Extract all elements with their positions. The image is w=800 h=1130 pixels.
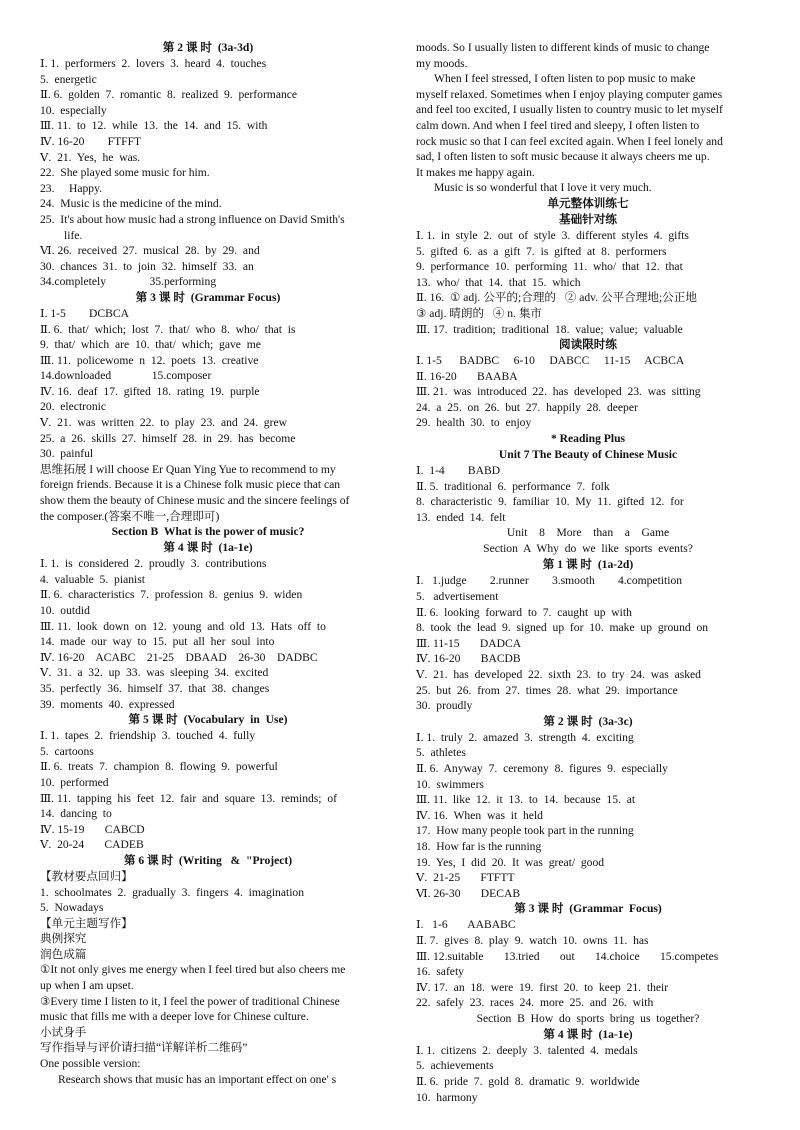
section-heading: 第 2 课 时 (3a-3d) bbox=[162, 41, 254, 54]
answer-line: Ⅴ. 21. was written 22. to play 23. and 24. grew bbox=[40, 416, 287, 430]
continuation-line: life. bbox=[64, 228, 83, 242]
section-heading: * Reading Plus bbox=[550, 432, 626, 446]
answer-line: 5. energetic bbox=[40, 72, 97, 86]
answer-line: 8. characteristic 9. familiar 10. My 11. gifted 12. for bbox=[416, 495, 684, 509]
answer-line: 13. who/ that 14. that 15. which bbox=[416, 275, 581, 289]
section-heading: 阅读限时练 bbox=[559, 338, 617, 352]
answer-line: 【教材要点回归】 bbox=[40, 869, 133, 883]
answer-line: 写作指导与评价请扫描“详解详析二维码” bbox=[40, 1041, 248, 1055]
answer-line: Ⅵ. 26. received 27. musical 28. by 29. and bbox=[40, 244, 260, 258]
answer-line: myself relaxed. Sometimes when I enjoy playing computer games bbox=[416, 87, 723, 101]
answer-line: Ⅴ. 31. a 32. up 33. was sleeping 34. excited bbox=[40, 666, 269, 680]
answer-line: Ⅰ. 1. in style 2. out of style 3. different styles 4. gifts bbox=[416, 228, 689, 242]
answer-line: 35. perfectly 36. himself 37. that 38. changes bbox=[40, 681, 270, 695]
answer-line: Ⅱ. 7. gives 8. play 9. watch 10. owns 11. has bbox=[416, 933, 649, 947]
section-heading: 第 4 课 时 (1a-1e) bbox=[163, 541, 253, 555]
answer-line: 24. a 25. on 26. but 27. happily 28. deeper bbox=[416, 400, 638, 414]
answer-line: 25. a 26. skills 27. himself 28. in 29. has become bbox=[40, 431, 296, 445]
answer-line: Ⅱ. 6. that/ which; lost 7. that/ who 8. who/ that is bbox=[40, 322, 296, 336]
section-heading: 第 3 课 时 (Grammar Focus) bbox=[135, 290, 281, 304]
answer-line: 10. harmony bbox=[416, 1090, 478, 1104]
answer-line: Ⅲ. 21. was introduced 22. has developed 23. was sitting bbox=[416, 385, 701, 399]
answer-line: 25. but 26. from 27. times 28. what 29. importance bbox=[416, 683, 678, 697]
answer-line: up when I am upset. bbox=[40, 979, 134, 993]
answer-line: Ⅱ. 6. treats 7. champion 8. flowing 9. powerful bbox=[40, 760, 278, 774]
paragraph-line: Research shows that music has an important effect on one' s bbox=[58, 1072, 337, 1086]
section-heading: 第 5 课 时 (Vocabulary in Use) bbox=[128, 713, 288, 727]
answer-line: 29. health 30. to enjoy bbox=[416, 416, 532, 430]
answer-line: 10. performed bbox=[40, 775, 109, 789]
answer-line: 润色成篇 bbox=[40, 947, 87, 961]
answer-line: Ⅴ. 21-25 FTFTT bbox=[416, 871, 515, 885]
unit-heading: Unit 8 More than a Game bbox=[506, 526, 670, 540]
answer-line: foreign friends. Because it is a Chinese folk music piece that can bbox=[40, 478, 341, 492]
answer-line: Ⅴ. 21. Yes, he was. bbox=[40, 150, 141, 164]
answer-line: my moods. bbox=[416, 56, 468, 70]
answer-line: Ⅰ. 1-5 DCBCA bbox=[40, 306, 129, 320]
answer-line: sad, I often listen to soft music because it always cheers me up. bbox=[416, 150, 710, 164]
section-heading: 第 1 课 时 (1a-2d) bbox=[542, 558, 634, 572]
answer-line: 5. Nowadays bbox=[40, 901, 104, 915]
left-column bbox=[40, 40, 376, 1087]
answer-line: calm down. And when I feel tired and sleepy, I often listen to bbox=[416, 118, 700, 132]
answer-line: Ⅲ. 11. tapping his feet 12. fair and square 13. reminds; of bbox=[40, 791, 337, 805]
answer-line: Ⅱ. 16. ① adj. 公平的;合理的 ② adv. 公平合理地;公正地 bbox=[416, 291, 697, 305]
answer-line: 30. proudly bbox=[416, 699, 473, 713]
answer-line: Ⅰ. 1-6 AABABC bbox=[416, 918, 516, 932]
answer-line: 20. electronic bbox=[40, 400, 106, 414]
answer-line: 14. made our way to 15. put all her soul into bbox=[40, 635, 275, 649]
answer-line: 5. athletes bbox=[416, 746, 466, 760]
answer-line: 16. safety bbox=[416, 965, 464, 979]
answer-line: Ⅰ. 1. tapes 2. friendship 3. touched 4. fully bbox=[40, 729, 256, 743]
answer-line: Ⅲ. 11. policewome n 12. poets 13. creative bbox=[40, 353, 259, 367]
answer-line: Ⅱ. 16-20 BAABA bbox=[416, 369, 518, 383]
answer-line: 14.downloaded 15.composer bbox=[40, 369, 212, 383]
answer-line: Ⅲ. 11-15 DADCA bbox=[416, 636, 522, 650]
answer-line: Ⅰ. 1.judge 2.runner 3.smooth 4.competition bbox=[416, 574, 683, 588]
answer-line: Ⅳ. 16-20 BACDB bbox=[416, 652, 521, 666]
answer-line: Ⅲ. 11. like 12. it 13. to 14. because 15. at bbox=[416, 793, 636, 807]
answer-line: ①It not only gives me energy when I feel tired but also cheers me bbox=[40, 963, 346, 977]
answer-line: show them the beauty of Chinese music and the sincere feelings of bbox=[40, 494, 350, 508]
answer-line: Ⅲ. 11. to 12. while 13. the 14. and 15. with bbox=[40, 119, 268, 133]
paragraph-line: Music is so wonderful that I love it very much. bbox=[434, 181, 652, 195]
answer-line: 5. cartoons bbox=[40, 744, 94, 758]
answer-line: Ⅰ. 1. truly 2. amazed 3. strength 4. exciting bbox=[416, 730, 634, 744]
answer-line: Ⅰ. 1-5 BADBC 6-10 DABCC 11-15 ACBCA bbox=[416, 354, 685, 368]
answer-line: 思维拓展 I will choose Er Quan Ying Yue to recommend to my bbox=[40, 462, 336, 476]
right-column bbox=[416, 40, 760, 1105]
answer-line: and feel too excited, I usually listen to country music to let myself bbox=[416, 103, 723, 117]
answer-line: 9. performance 10. performing 11. who/ that 12. that bbox=[416, 260, 683, 274]
answer-line: Ⅱ. 6. golden 7. romantic 8. realized 9. performance bbox=[40, 88, 298, 102]
answer-line: 典例探究 bbox=[40, 932, 87, 946]
answer-line: It makes me happy again. bbox=[416, 165, 535, 179]
answer-line: 19. Yes, I did 20. It was great/ good bbox=[416, 855, 605, 869]
answer-line: 23. Happy. bbox=[40, 181, 103, 195]
section-heading: 第 6 课 时 (Writing & "Project) bbox=[123, 853, 293, 867]
answer-line: Ⅱ. 6. characteristics 7. profession 8. genius 9. widen bbox=[40, 588, 303, 602]
answer-line: 小试身手 bbox=[40, 1025, 87, 1039]
section-heading: 第 4 课 时 (1a-1e) bbox=[543, 1027, 633, 1041]
answer-line: 10. swimmers bbox=[416, 777, 484, 791]
answer-line: moods. So I usually listen to different kinds of music to change bbox=[416, 41, 710, 54]
answer-line: 30. painful bbox=[40, 447, 94, 461]
unit-heading: Section A Why do we like sports events? bbox=[483, 542, 693, 556]
answer-line: Ⅳ. 16. When was it held bbox=[416, 808, 543, 822]
section-heading: Section B What is the power of music? bbox=[111, 525, 305, 539]
answer-line: 13. ended 14. felt bbox=[416, 510, 506, 524]
answer-line: Ⅱ. 6. Anyway 7. ceremony 8. figures 9. especially bbox=[416, 761, 668, 775]
section-heading: 基础针对练 bbox=[559, 212, 617, 226]
answer-line: ③Every time I listen to it, I feel the power of traditional Chinese bbox=[40, 994, 340, 1008]
answer-line: Ⅴ. 20-24 CADEB bbox=[40, 838, 144, 852]
answer-line: Ⅰ. 1-4 BABD bbox=[416, 464, 501, 478]
answer-line: 39. moments 40. expressed bbox=[40, 697, 175, 711]
answer-line: One possible version: bbox=[40, 1057, 141, 1071]
answer-line: Ⅳ. 16-20 ACABC 21-25 DBAAD 26-30 DADBC bbox=[40, 650, 318, 664]
answer-line: 18. How far is the running bbox=[416, 839, 542, 853]
answer-line: the composer.(答案不唯一,合理即可) bbox=[40, 509, 220, 523]
paragraph-line: When I feel stressed, I often listen to pop music to make bbox=[434, 72, 696, 86]
answer-line: 34.completely 35.performing bbox=[40, 275, 217, 289]
answer-line: Ⅳ. 16-20 FTFFT bbox=[40, 134, 142, 148]
section-heading: Unit 7 The Beauty of Chinese Music bbox=[498, 448, 678, 462]
answer-line: Ⅱ. 5. traditional 6. performance 7. folk bbox=[416, 479, 610, 493]
answer-line: Ⅳ. 17. an 18. were 19. first 20. to keep 21. their bbox=[416, 980, 669, 994]
section-heading: 第 3 课 时 (Grammar Focus) bbox=[514, 902, 662, 916]
answer-line: Ⅰ. 1. citizens 2. deeply 3. talented 4. medals bbox=[416, 1043, 638, 1057]
section-heading: 单元整体训练七 bbox=[547, 196, 629, 210]
answer-line: Ⅵ. 26-30 DECAB bbox=[416, 886, 521, 900]
answer-line: rock music so that I can feel excited again. When I feel lonely and bbox=[416, 134, 723, 148]
answer-line: Ⅲ. 11. look down on 12. young and old 13. Hats off to bbox=[40, 619, 326, 633]
answer-line: 4. valuable 5. pianist bbox=[40, 572, 145, 586]
answer-line: 14. dancing to bbox=[40, 807, 112, 821]
answer-line: 24. Music is the medicine of the mind. bbox=[40, 197, 222, 211]
section-heading: 第 2 课 时 (3a-3c) bbox=[543, 714, 633, 728]
answer-line: Ⅲ. 17. tradition; traditional 18. value; value; valuable bbox=[416, 322, 683, 336]
answer-line: Ⅰ. 1. performers 2. lovers 3. heard 4. touches bbox=[40, 57, 267, 70]
unit-heading: Section B How do sports bring us together? bbox=[476, 1011, 700, 1025]
answer-line: 5. gifted 6. as a gift 7. is gifted at 8. performers bbox=[416, 244, 667, 258]
answer-line: Ⅴ. 21. has developed 22. sixth 23. to try 24. was asked bbox=[416, 668, 701, 681]
answer-line: 5. advertisement bbox=[416, 590, 499, 604]
answer-line: Ⅱ. 6. looking forward to 7. caught up with bbox=[416, 605, 632, 619]
answer-line: 22. She played some music for him. bbox=[40, 166, 210, 180]
answer-line: 17. How many people took part in the running bbox=[416, 824, 634, 838]
answer-line: 10. especially bbox=[40, 103, 107, 117]
answer-line: Ⅱ. 6. pride 7. gold 8. dramatic 9. worldwide bbox=[416, 1075, 640, 1089]
answer-line: music that fills me with a deeper love for Chinese culture. bbox=[40, 1010, 309, 1024]
answer-line: 1. schoolmates 2. gradually 3. fingers 4. imagination bbox=[40, 885, 305, 899]
answer-line: 10. outdid bbox=[40, 604, 90, 617]
answer-line: 30. chances 31. to join 32. himself 33. an bbox=[40, 259, 254, 273]
answer-line: ③ adj. 晴朗的 ④ n. 集市 bbox=[416, 306, 543, 320]
answer-line: Ⅲ. 12.suitable 13.tried out 14.choice 15.competes bbox=[416, 949, 719, 963]
answer-line: 【单元主题写作】 bbox=[40, 916, 133, 930]
answer-line: 8. took the lead 9. signed up for 10. make up ground on bbox=[416, 621, 709, 635]
answer-line: Ⅳ. 15-19 CABCD bbox=[40, 822, 145, 836]
answer-line: 22. safely 23. races 24. more 25. and 26. with bbox=[416, 996, 654, 1010]
answer-line: 5. achievements bbox=[416, 1059, 494, 1073]
answer-line: 9. that/ which are 10. that/ which; gave me bbox=[40, 338, 261, 352]
answer-line: 25. It's about how music had a strong influence on David Smith's bbox=[40, 212, 345, 226]
answer-line: Ⅰ. 1. is considered 2. proudly 3. contributions bbox=[40, 557, 267, 571]
answer-line: Ⅳ. 16. deaf 17. gifted 18. rating 19. purple bbox=[40, 384, 260, 398]
